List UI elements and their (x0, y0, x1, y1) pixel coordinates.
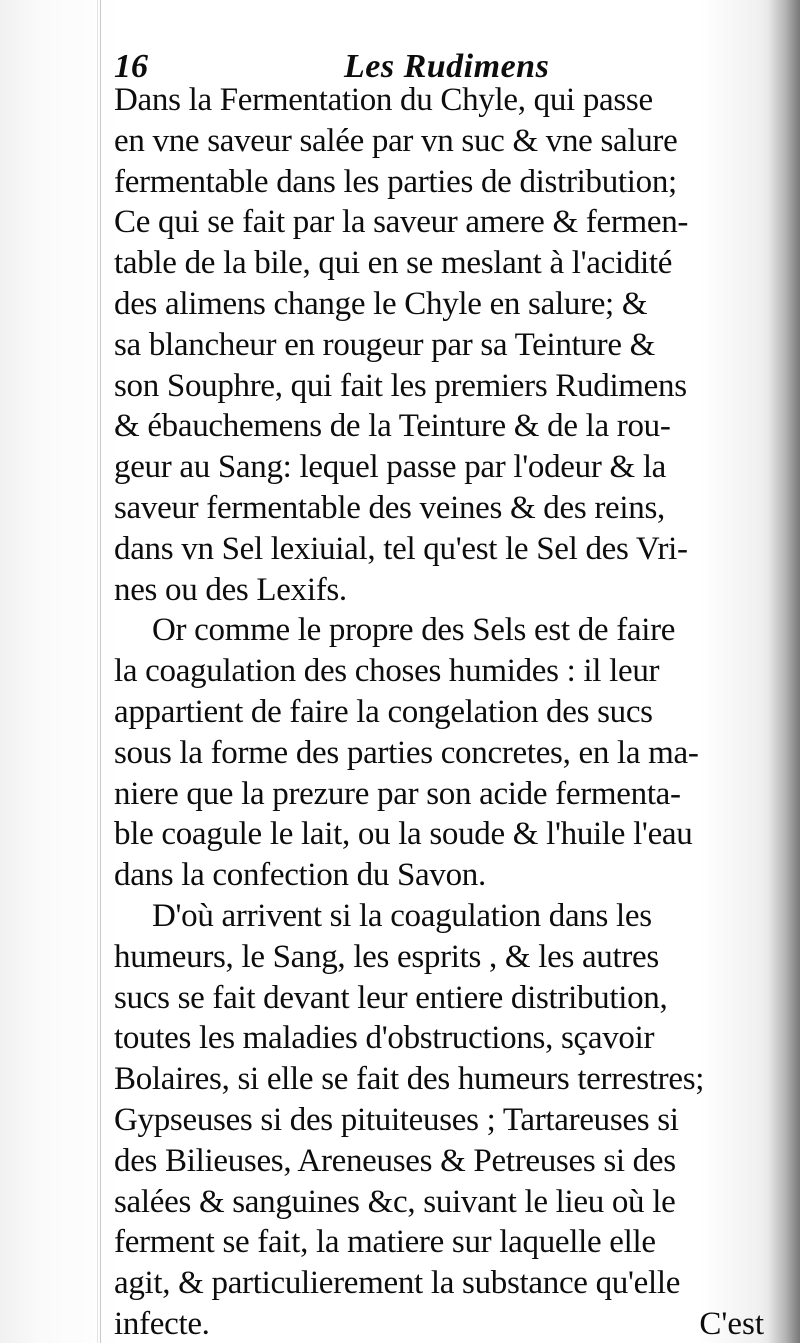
text-line: dans vn Sel lexiuial, tel qu'est le Sel des Vri- (114, 530, 688, 567)
text-line: nes ou des Lexifs. (114, 571, 347, 608)
body-text (114, 80, 766, 1343)
text-line: Gypseuses si des pituiteuses ; Tartareuses si (114, 1101, 679, 1138)
catchword: C'est (699, 1305, 764, 1342)
text-line: ble coagule le lait, ou la soude & l'huile l'eau (114, 816, 693, 853)
text-line: niere que la prezure par son acide fermenta- (114, 775, 681, 812)
margin-rule (100, 0, 101, 1343)
text-line: Ce qui se fait par la saveur amere & fermen- (114, 204, 689, 241)
text-line: son Souphre, qui fait les premiers Rudimens (114, 367, 687, 404)
text-line: appartient de faire la congelation des sucs (114, 693, 653, 730)
paragraph-first-line: Or comme le propre des Sels est de faire (152, 612, 676, 649)
text-line: en vne saveur salée par vn suc & vne salure (114, 122, 678, 159)
text-line: infecte. (114, 1305, 210, 1342)
page-number: 16 (114, 48, 148, 85)
binding-shadow (768, 0, 800, 1343)
text-line: Dans la Fermentation du Chyle, qui passe (114, 82, 653, 118)
last-line (114, 1304, 766, 1343)
text-line: salées & sanguines &c, suivant le lieu où le (114, 1183, 676, 1220)
text-line: sa blancheur en rougeur par sa Teinture & (114, 326, 655, 363)
margin-rule-faint (97, 0, 98, 1343)
text-line: saveur fermentable des veines & des reins, (114, 489, 665, 526)
running-head: Les Rudimens (344, 48, 550, 85)
text-line: table de la bile, qui en se meslant à l'acidité (114, 245, 673, 282)
paragraph-first-line: D'où arrivent si la coagulation dans les (152, 897, 652, 934)
text-line: fermentable dans les parties de distribution; (114, 163, 677, 200)
text-line: Bolaires, si elle se fait des humeurs terrestres; (114, 1061, 705, 1098)
text-line: geur au Sang: lequel passe par l'odeur & la (114, 449, 667, 486)
text-line: humeurs, le Sang, les esprits , & les autres (114, 938, 659, 975)
text-line: sucs se fait devant leur entiere distribution, (114, 979, 668, 1016)
text-line: dans la confection du Savon. (114, 857, 486, 894)
text-line: & ébauchemens de la Teinture & de la rou- (114, 408, 671, 445)
text-line: agit, & particulierement la substance qu'elle (114, 1265, 681, 1302)
text-line: toutes les maladies d'obstructions, sçavoir (114, 1020, 655, 1057)
text-line: sous la forme des parties concretes, en la ma- (114, 734, 699, 771)
text-line: des Bilieuses, Areneuses & Petreuses si des (114, 1142, 676, 1179)
text-line: ferment se fait, la matiere sur laquelle elle (114, 1224, 656, 1261)
text-line: des alimens change le Chyle en salure; & (114, 285, 648, 322)
text-line: la coagulation des choses humides : il leur (114, 653, 660, 690)
